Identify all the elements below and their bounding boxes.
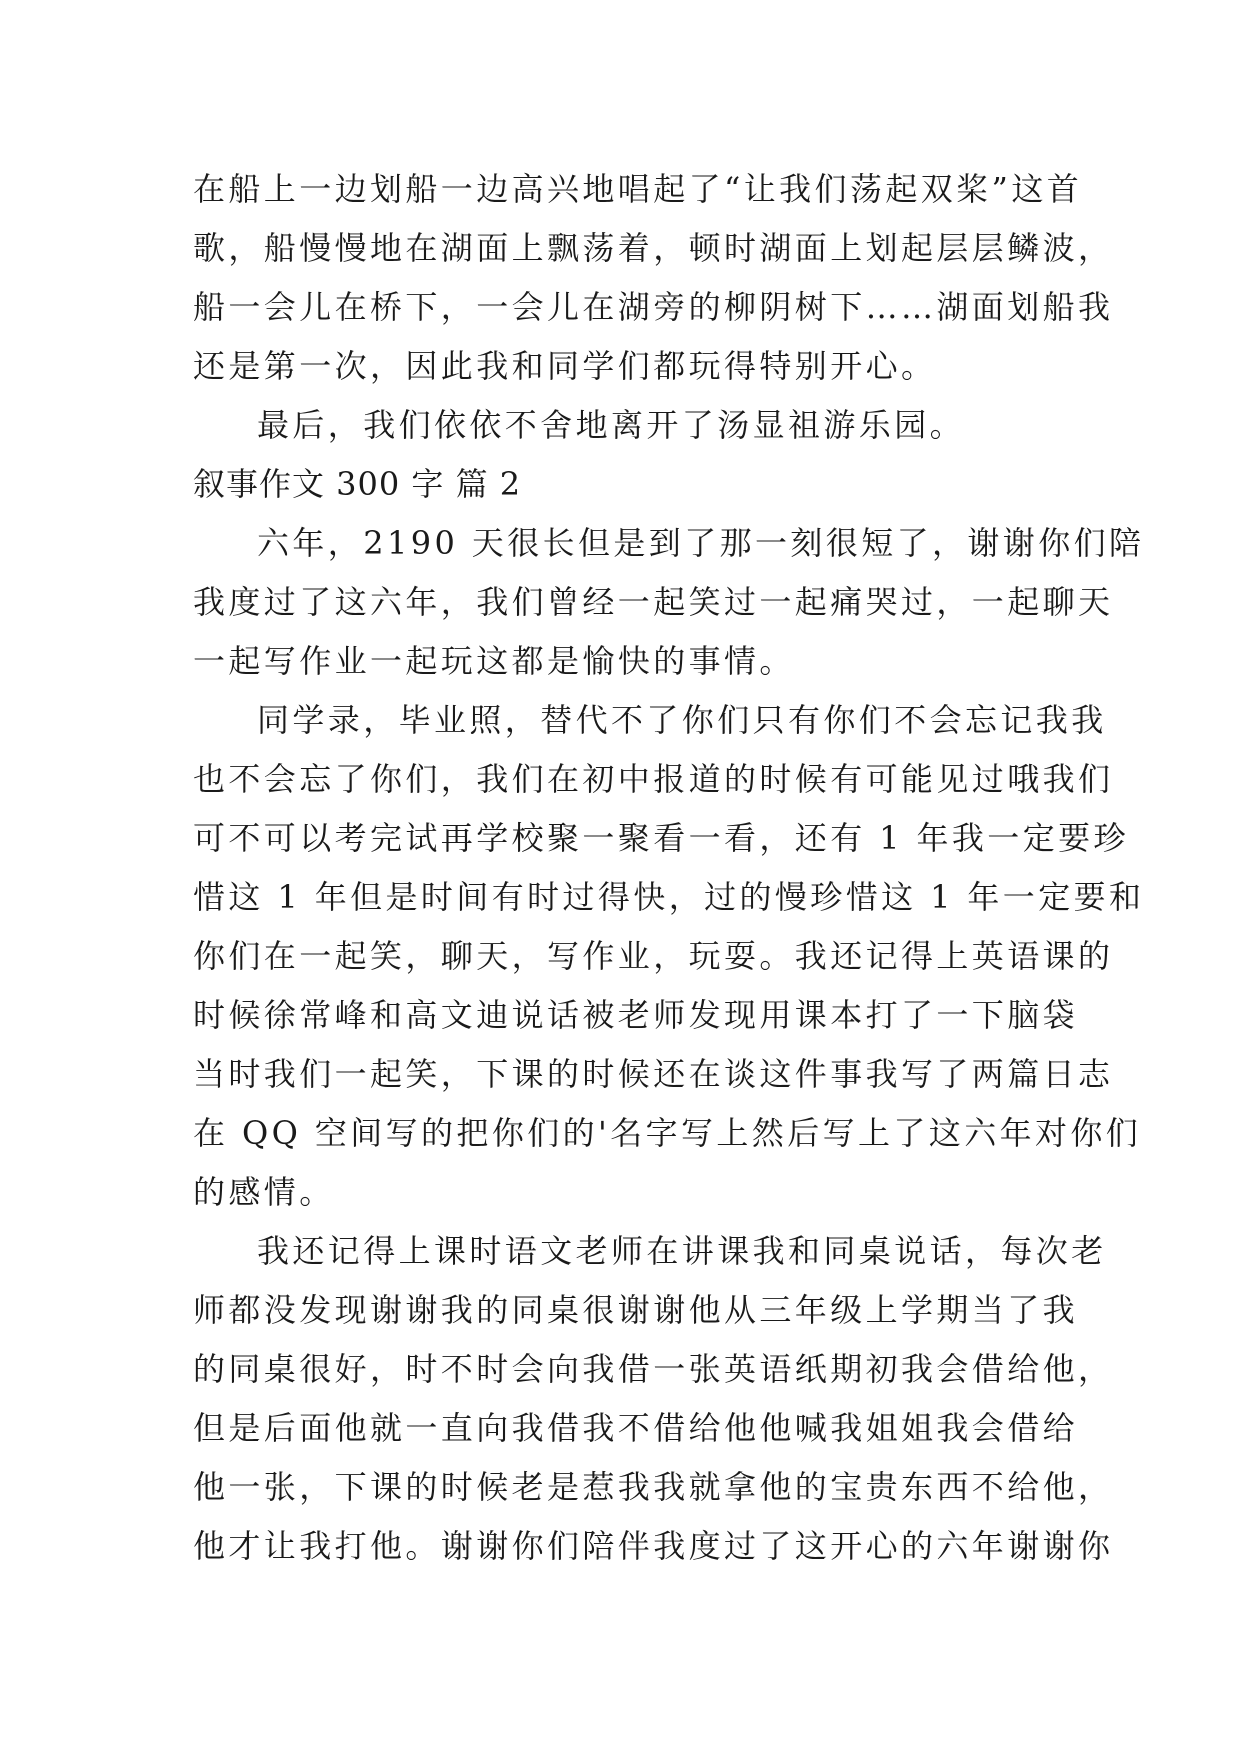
paragraph-line: 我度过了这六年，我们曾经一起笑过一起痛哭过，一起聊天 xyxy=(193,583,1114,621)
paragraph-line: 在 QQ 空间写的把你们的'名字写上然后写上了这六年对你们 xyxy=(193,1114,1142,1152)
section-heading xyxy=(193,455,1061,514)
paragraph-line: 师都没发现谢谢我的同桌很谢谢他从三年级上学期当了我 xyxy=(193,1291,1079,1329)
paragraph-line: 船一会儿在桥下，一会儿在湖旁的柳阴树下……湖面划船我 xyxy=(193,288,1114,326)
heading-text: 叙事作文 300 字 篇 2 xyxy=(193,465,522,503)
paragraph-line: 但是后面他就一直向我借我不借给他他喊我姐姐我会借给 xyxy=(193,1409,1079,1447)
paragraph-line: 他才让我打他。谢谢你们陪伴我度过了这开心的六年谢谢你 xyxy=(193,1527,1114,1565)
paragraph-line: 惜这 1 年但是时间有时过得快，过的慢珍惜这 1 年一定要和 xyxy=(193,878,1145,916)
paragraph-line: 你们在一起笑，聊天，写作业，玩耍。我还记得上英语课的 xyxy=(193,937,1114,975)
paragraph-line: 时候徐常峰和高文迪说话被老师发现用课本打了一下脑袋 xyxy=(193,996,1079,1034)
paragraph-line: 在船上一边划船一边高兴地唱起了“让我们荡起双桨”这首 xyxy=(193,170,1083,208)
paragraph-2 xyxy=(193,396,1061,455)
paragraph-3 xyxy=(193,514,1145,691)
paragraph-line: 的同桌很好，时不时会向我借一张英语纸期初我会借给他， xyxy=(193,1350,1114,1388)
paragraph-line: 一起写作业一起玩这都是愉快的事情。 xyxy=(193,642,795,680)
paragraph-line: 最后，我们依依不舍地离开了汤显祖游乐园。 xyxy=(257,406,966,444)
paragraph-line: 六年，2190 天很长但是到了那一刻很短了，谢谢你们陪 xyxy=(257,524,1145,562)
paragraph-line: 还是第一次，因此我和同学们都玩得特别开心。 xyxy=(193,347,937,385)
paragraph-line: 我还记得上课时语文老师在讲课我和同桌说话，每次老 xyxy=(257,1232,1107,1270)
paragraph-line: 同学录，毕业照，替代不了你们只有你们不会忘记我我 xyxy=(257,701,1107,739)
paragraph-5 xyxy=(193,1222,1114,1576)
paragraph-line: 当时我们一起笑，下课的时候还在谈这件事我写了两篇日志 xyxy=(193,1055,1114,1093)
paragraph-1 xyxy=(193,160,1114,396)
paragraph-line: 可不可以考完试再学校聚一聚看一看，还有 1 年我一定要珍 xyxy=(193,819,1129,857)
paragraph-line: 也不会忘了你们，我们在初中报道的时候有可能见过哦我们 xyxy=(193,760,1114,798)
paragraph-4 xyxy=(193,691,1145,1222)
paragraph-line: 歌，船慢慢地在湖面上飘荡着，顿时湖面上划起层层鳞波， xyxy=(193,229,1114,267)
paragraph-line: 的感情。 xyxy=(193,1173,335,1211)
paragraph-line: 他一张，下课的时候老是惹我我就拿他的宝贵东西不给他， xyxy=(193,1468,1114,1506)
document-page xyxy=(193,160,1145,1576)
